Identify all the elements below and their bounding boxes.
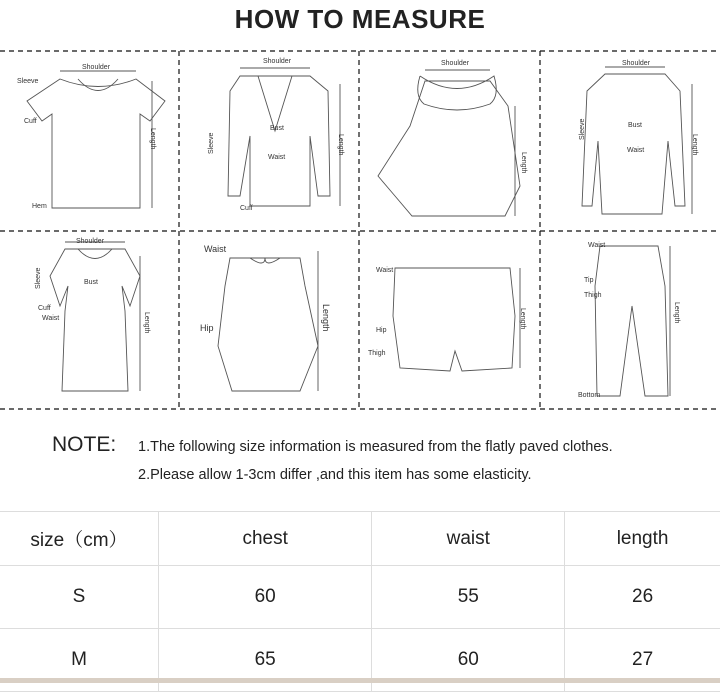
waist-cell: 55	[372, 566, 565, 629]
label-shoulder: Shoulder	[263, 58, 292, 65]
header-cell: waist	[372, 512, 565, 566]
header-cell: size（cm）	[0, 512, 158, 566]
label-waist: Waist	[627, 147, 645, 154]
chest-cell: 60	[158, 566, 371, 629]
length-cell: 27	[565, 629, 720, 692]
length-cell: 26	[565, 566, 720, 629]
header-cell: chest	[158, 512, 371, 566]
label-bust: Bust	[84, 279, 99, 286]
label-sleeve: Sleeve	[208, 132, 215, 154]
label-length: Length	[321, 304, 331, 332]
label-thigh: Thigh	[584, 292, 602, 299]
note-line-2: 2.Please allow 1-3cm differ ,and this item has some elasticity.	[138, 467, 532, 483]
label-length: Length	[673, 302, 680, 324]
page-title: HOW TO MEASURE	[234, 4, 486, 34]
label-waist: Waist	[204, 244, 227, 254]
chest-cell: 65	[158, 629, 371, 692]
label-sleeve: Sleeve	[35, 267, 42, 289]
label-sleeve: Sleeve	[17, 78, 39, 85]
label-waist: Waist	[588, 242, 606, 249]
label-cuff: Cuff	[240, 205, 253, 212]
size-cell: S	[0, 566, 158, 629]
note-label: NOTE:	[52, 433, 117, 456]
label-bust: Bust	[270, 125, 285, 132]
table-row	[0, 566, 720, 629]
label-shoulder: Shoulder	[622, 60, 651, 67]
label-length: Length	[149, 128, 156, 150]
size-table	[0, 511, 720, 692]
label-hip: Hip	[376, 327, 387, 334]
label-cuff: Cuff	[38, 305, 51, 312]
label-cuff: Cuff	[24, 118, 37, 125]
label-tip: Tip	[584, 277, 594, 284]
label-length: Length	[143, 312, 150, 334]
label-sleeve: Sleeve	[579, 118, 586, 140]
label-bottom: Bottom	[578, 392, 601, 399]
measure-diagram-grid	[0, 46, 720, 410]
label-hem: Hem	[32, 203, 47, 210]
label-thigh: Thigh	[368, 350, 386, 357]
header-cell: length	[565, 512, 720, 566]
label-bust: Bust	[628, 122, 643, 129]
label-hip: Hip	[200, 323, 214, 333]
note-line-1: 1.The following size information is measured from the flatly paved clothes.	[138, 439, 613, 455]
size-cell: M	[0, 629, 158, 692]
label-length: Length	[520, 152, 527, 174]
label-shoulder: Shoulder	[82, 64, 111, 71]
table-header-row	[0, 512, 720, 566]
label-shoulder: Shoulder	[441, 60, 470, 67]
label-length: Length	[691, 134, 698, 156]
label-waist: Waist	[268, 154, 286, 161]
label-waist: Waist	[376, 267, 394, 274]
waist-cell: 60	[372, 629, 565, 692]
label-length: Length	[337, 134, 344, 156]
label-shoulder: Shoulder	[76, 238, 105, 245]
label-length: Length	[519, 308, 526, 330]
label-waist: Waist	[42, 315, 60, 322]
garment-sketches	[0, 46, 720, 410]
bottom-strip	[0, 678, 720, 683]
